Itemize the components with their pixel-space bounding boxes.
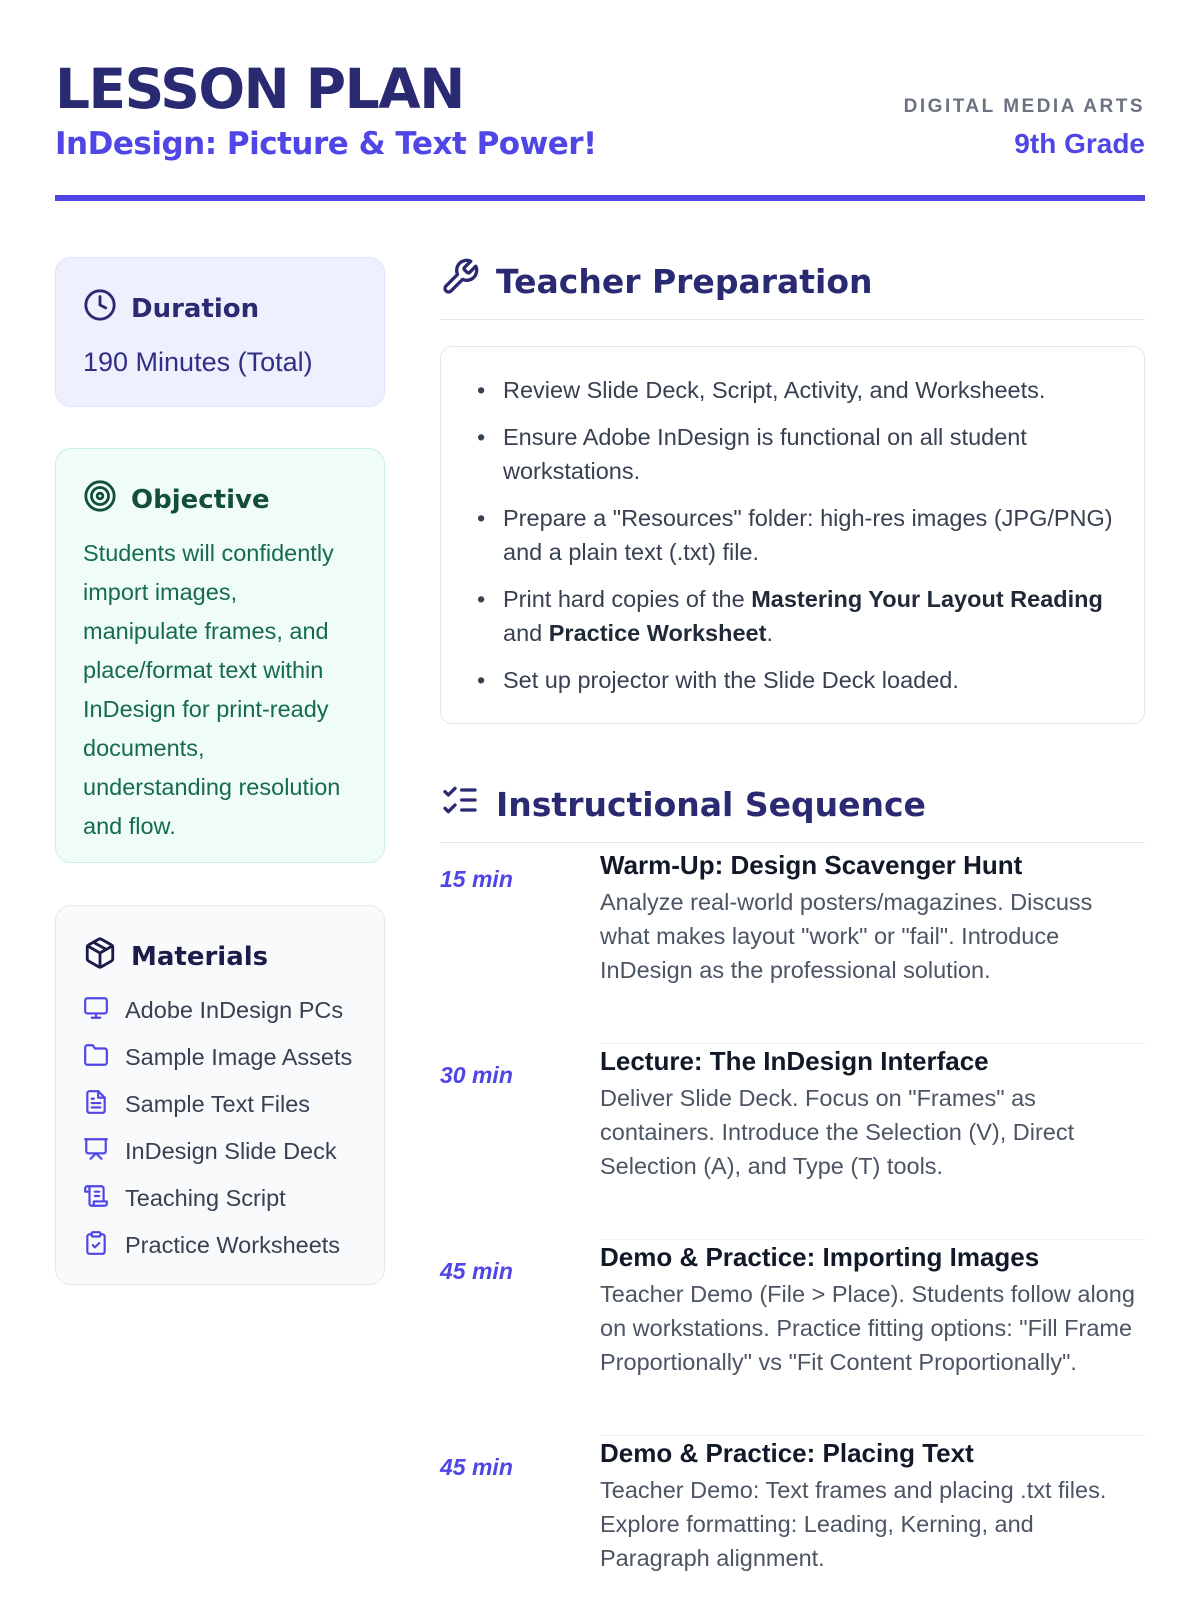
header-meta <box>904 96 1145 160</box>
prep-text: . <box>766 620 773 646</box>
folder-icon <box>83 1042 109 1074</box>
list-item <box>83 1081 357 1128</box>
material-label: InDesign Slide Deck <box>125 1138 337 1164</box>
step-title: Warm-Up: Design Scavenger Hunt <box>600 850 1023 880</box>
list-item <box>83 1175 357 1222</box>
material-label: Sample Image Assets <box>125 1044 353 1070</box>
step-title: Demo & Practice: Importing Images <box>600 1242 1040 1272</box>
objective-text: Students will confidently import images, manipulate frames, and place/format text within InDesign for print-ready documents, understanding resolution and flow. <box>83 540 341 839</box>
step-time: 15 min <box>440 866 513 892</box>
materials-list <box>83 987 357 1269</box>
materials-label: Materials <box>131 941 269 972</box>
sequence-title: Instructional Sequence <box>496 784 926 824</box>
step-time: 45 min <box>440 1258 513 1284</box>
step-body <box>600 1436 1145 1596</box>
file-text-icon <box>83 1089 109 1121</box>
materials-heading <box>83 936 357 977</box>
duration-value: 190 Minutes (Total) <box>83 347 313 377</box>
scroll-icon <box>83 1183 109 1215</box>
step-description: Teacher Demo (File > Place). Students follow along on workstations. Practice fitting options: "Fill Frame Proportionally" vs "Fit Content Proportionally". <box>600 1281 1135 1375</box>
step-time: 30 min <box>440 1062 513 1088</box>
sequence-step <box>440 1044 1145 1240</box>
sequence-step <box>440 1240 1145 1436</box>
material-label: Teaching Script <box>125 1185 286 1211</box>
step-body <box>600 848 1145 1044</box>
prep-text: and <box>503 620 549 646</box>
duration-card <box>55 257 385 407</box>
step-title: Lecture: The InDesign Interface <box>600 1046 989 1076</box>
step-body <box>600 1044 1145 1240</box>
list-item: • Ensure Adobe InDesign is functional on all student workstations. <box>503 420 1120 488</box>
reading-title: Mastering Your Layout Reading <box>751 586 1103 612</box>
sequence-heading <box>440 780 1145 843</box>
materials-card <box>55 905 385 1285</box>
step-description: Teacher Demo: Text frames and placing .txt files. Explore formatting: Leading, Kerning, and Paragraph alignment. <box>600 1477 1107 1571</box>
page-title: LESSON PLAN <box>55 57 464 121</box>
presentation-icon <box>83 1136 109 1168</box>
list-checks-icon <box>440 780 480 828</box>
list-item: • Review Slide Deck, Script, Activity, and Worksheets. <box>503 373 1120 407</box>
grade-label: 9th Grade <box>1014 128 1145 159</box>
monitor-icon <box>83 995 109 1027</box>
step-title: Demo & Practice: Placing Text <box>600 1438 974 1468</box>
header-divider <box>55 195 1145 201</box>
teacher-prep-list <box>503 373 1120 697</box>
duration-label: Duration <box>131 293 260 324</box>
sequence-step <box>440 1436 1145 1596</box>
teacher-prep-heading <box>440 257 1145 320</box>
list-item <box>83 1128 357 1175</box>
list-item <box>83 1034 357 1081</box>
list-item: • Prepare a "Resources" folder: high-res images (JPG/PNG) and a plain text (.txt) file. <box>503 501 1120 569</box>
lesson-subtitle: InDesign: Picture & Text Power! <box>55 126 597 162</box>
teacher-prep-box <box>440 346 1145 724</box>
sequence-step <box>440 848 1145 1044</box>
list-item: • Set up projector with the Slide Deck loaded. <box>503 663 1120 697</box>
list-item <box>83 987 357 1034</box>
duration-heading <box>83 288 357 329</box>
objective-heading <box>83 479 357 520</box>
prep-text: Print hard copies of the <box>503 586 752 612</box>
list-item <box>503 582 1120 650</box>
material-label: Adobe InDesign PCs <box>125 997 344 1023</box>
objective-label: Objective <box>131 484 270 515</box>
step-description: Analyze real-world posters/magazines. Discuss what makes layout "work" or "fail". Introduce InDesign as the professional solution. <box>600 889 1093 983</box>
teacher-prep-title: Teacher Preparation <box>496 261 873 301</box>
clipboard-check-icon <box>83 1230 109 1262</box>
header <box>55 58 1145 203</box>
list-item <box>83 1222 357 1269</box>
target-icon <box>83 479 117 520</box>
step-time: 45 min <box>440 1454 513 1480</box>
package-icon <box>83 936 117 977</box>
worksheet-title: Practice Worksheet <box>548 620 767 646</box>
subject-label: DIGITAL MEDIA ARTS <box>903 96 1145 117</box>
wrench-icon <box>440 257 480 305</box>
clock-icon <box>83 288 117 329</box>
material-label: Sample Text Files <box>125 1091 311 1117</box>
step-body <box>600 1240 1145 1436</box>
objective-card <box>55 448 385 863</box>
material-label: Practice Worksheets <box>125 1232 341 1258</box>
step-description: Deliver Slide Deck. Focus on "Frames" as containers. Introduce the Selection (V), Direct Selection (A), and Type (T) tools. <box>600 1085 1075 1179</box>
